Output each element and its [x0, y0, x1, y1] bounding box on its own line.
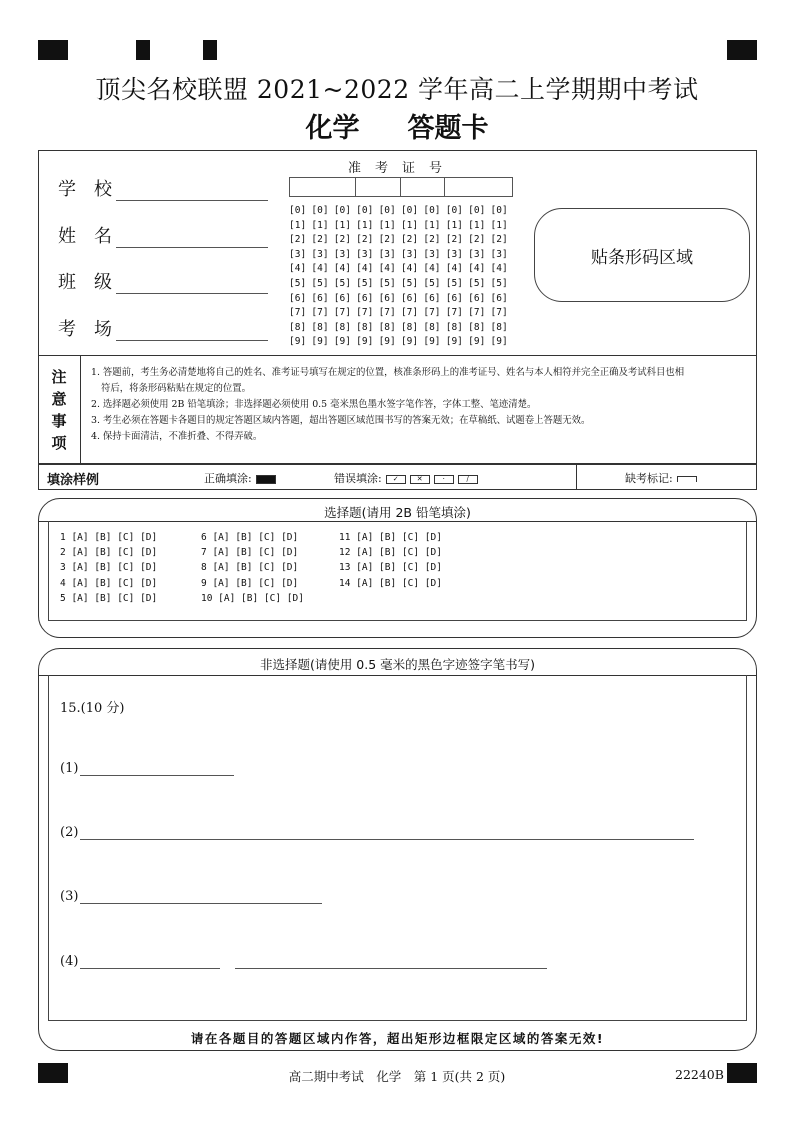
digit-row[interactable]	[289, 248, 513, 263]
digit-bubble[interactable]: [9]	[490, 336, 508, 348]
answer-2-line[interactable]	[80, 825, 694, 840]
answer-3-line[interactable]	[80, 889, 322, 904]
digit-bubble[interactable]: [3]	[333, 248, 351, 260]
digit-bubble[interactable]: [7]	[445, 307, 463, 319]
paper-code: 22240B	[675, 1067, 724, 1082]
digit-bubble[interactable]: [5]	[378, 277, 396, 289]
exam-number-bubbles[interactable]	[289, 204, 513, 350]
digit-bubble[interactable]: [1]	[378, 219, 396, 231]
mcq-item[interactable]: 12 [A] [B] [C] [D]	[339, 547, 442, 559]
notice-text: 1. 答题前，考生务必清楚地将自己的姓名、准考证号填写在规定的位置，核准条形码上的准考证号、姓名与本人相符并完全正确及考试科目也相 符后，将条形码粘贴在规定的位置。 2. 选择题必须使用 2B 铅笔填涂；非选择题必须使用 0.5 毫米黑色墨水签字笔作答，字体工整、笔迹清楚。 3. 考生必须在答题卡各题目的规定答题区域内答题，超出答题区域范围书写的答案无效；在草稿纸、试题卷上答题无效。 4. 保持卡面清洁，不准折叠、不得弄破。	[91, 367, 685, 442]
mcq-item[interactable]: 6 [A] [B] [C] [D]	[201, 532, 299, 543]
digit-bubble[interactable]: [2]	[333, 234, 351, 246]
subject-name: 化学	[305, 113, 360, 144]
digit-bubble[interactable]: [5]	[400, 277, 419, 289]
digit-bubble[interactable]: [0]	[468, 205, 486, 216]
answer-4: (4)	[60, 954, 547, 969]
digit-bubble[interactable]: [9]	[400, 336, 419, 348]
position-mark	[38, 40, 68, 60]
digit-bubble[interactable]: [4]	[468, 263, 486, 275]
digit-bubble[interactable]: [6]	[378, 292, 396, 304]
digit-bubble[interactable]: [0]	[423, 205, 441, 216]
digit-bubble[interactable]: [5]	[289, 277, 307, 289]
digit-bubble[interactable]: [0]	[400, 205, 419, 216]
digit-row[interactable]	[289, 292, 513, 307]
digit-bubble[interactable]: [4]	[356, 263, 374, 275]
digit-row[interactable]	[289, 219, 513, 234]
digit-bubble[interactable]: [1]	[423, 219, 441, 231]
digit-bubble[interactable]: [3]	[311, 248, 329, 260]
divider	[38, 355, 757, 356]
answer-3: (3)	[60, 889, 322, 904]
digit-bubble[interactable]: [9]	[468, 336, 486, 348]
digit-bubble[interactable]: [7]	[378, 307, 396, 319]
digit-bubble[interactable]: [6]	[333, 292, 351, 304]
digit-bubble[interactable]: [1]	[400, 219, 419, 231]
answer-area[interactable]	[48, 675, 747, 1021]
exam-number-boxes[interactable]	[289, 177, 513, 197]
digit-bubble[interactable]: [2]	[400, 234, 419, 246]
mcq-column-3[interactable]	[339, 530, 442, 591]
correct-fill-mark	[256, 475, 276, 484]
barcode-area: 贴条形码区域	[534, 208, 750, 302]
digit-bubble[interactable]: [6]	[468, 292, 486, 304]
digit-bubble[interactable]: [7]	[468, 307, 486, 319]
digit-bubble[interactable]: [7]	[490, 307, 508, 319]
digit-bubble[interactable]: [0]	[490, 205, 508, 216]
card-name: 答题卡	[407, 113, 489, 144]
digit-bubble[interactable]: [7]	[356, 307, 374, 319]
digit-row[interactable]	[289, 204, 513, 219]
digit-bubble[interactable]: [3]	[400, 248, 419, 260]
digit-bubble[interactable]: [1]	[356, 219, 374, 231]
digit-row[interactable]	[289, 306, 513, 321]
mcq-item[interactable]: 4 [A] [B] [C] [D]	[60, 577, 158, 589]
digit-bubble[interactable]: [0]	[356, 205, 374, 216]
wrong-fill-label: 错误填涂: ✓ ✕ · /	[334, 470, 478, 486]
digit-bubble[interactable]: [3]	[289, 248, 307, 260]
digit-bubble[interactable]: [5]	[311, 277, 329, 289]
digit-bubble[interactable]: [6]	[400, 292, 419, 304]
digit-bubble[interactable]: [2]	[311, 234, 329, 246]
digit-bubble[interactable]: [0]	[445, 205, 463, 216]
digit-bubble[interactable]: [3]	[490, 248, 508, 260]
digit-bubble[interactable]: [7]	[423, 307, 441, 319]
digit-bubble[interactable]: [4]	[423, 263, 441, 275]
name-field: 姓名	[58, 222, 268, 248]
digit-bubble[interactable]: [8]	[445, 321, 463, 333]
digit-bubble[interactable]: [0]	[333, 205, 351, 216]
digit-row[interactable]	[289, 335, 513, 350]
card-title	[0, 106, 794, 145]
digit-bubble[interactable]: [6]	[311, 292, 329, 304]
school-field: 学校	[58, 175, 268, 201]
fill-example-row: 填涂样例 正确填涂: 错误填涂: ✓ ✕ · / 缺考标记:	[38, 464, 757, 490]
digit-bubble[interactable]: [3]	[378, 248, 396, 260]
digit-bubble[interactable]: [8]	[378, 321, 396, 333]
digit-bubble[interactable]: [8]	[400, 321, 419, 333]
mcq-column-2[interactable]	[201, 530, 304, 606]
digit-bubble[interactable]: [1]	[490, 219, 508, 231]
digit-row[interactable]	[289, 233, 513, 248]
absent-mark-box[interactable]	[677, 476, 697, 482]
digit-row[interactable]	[289, 321, 513, 336]
answer-1: (1)	[60, 761, 234, 776]
digit-bubble[interactable]: [8]	[311, 321, 329, 333]
digit-bubble[interactable]: [8]	[356, 321, 374, 333]
absent-mark-label: 缺考标记:	[625, 470, 697, 486]
position-mark	[727, 40, 757, 60]
digit-bubble[interactable]: [1]	[333, 219, 351, 231]
digit-bubble[interactable]: [2]	[445, 234, 463, 246]
digit-bubble[interactable]: [1]	[445, 219, 463, 231]
digit-bubble[interactable]: [9]	[378, 336, 396, 348]
nonmcq-title: 非选择题(请使用 0.5 毫米的黑色字迹签字笔书写)	[259, 657, 536, 672]
digit-bubble[interactable]: [1]	[289, 219, 307, 231]
notice-heading: 注 意 事 项	[51, 368, 67, 452]
digit-bubble[interactable]: [6]	[423, 292, 441, 304]
digit-bubble[interactable]: [3]	[445, 248, 463, 260]
digit-bubble[interactable]: [7]	[311, 307, 329, 319]
digit-bubble[interactable]: [8]	[490, 321, 508, 333]
digit-bubble[interactable]: [7]	[333, 307, 351, 319]
digit-bubble[interactable]: [3]	[468, 248, 486, 260]
digit-bubble[interactable]: [2]	[423, 234, 441, 246]
mcq-item[interactable]: 2 [A] [B] [C] [D]	[60, 547, 158, 559]
venue-input[interactable]	[116, 322, 268, 341]
digit-bubble[interactable]: [9]	[356, 336, 374, 348]
digit-bubble[interactable]: [9]	[445, 336, 463, 348]
answer-4-line-b[interactable]	[235, 954, 547, 969]
digit-bubble[interactable]: [0]	[289, 205, 307, 216]
digit-bubble[interactable]: [2]	[289, 234, 307, 246]
digit-bubble[interactable]: [9]	[289, 336, 307, 348]
mcq-item[interactable]: 5 [A] [B] [C] [D]	[60, 592, 158, 604]
mcq-item[interactable]: 9 [A] [B] [C] [D]	[201, 577, 299, 589]
digit-bubble[interactable]: [6]	[356, 292, 374, 304]
digit-bubble[interactable]: [8]	[289, 321, 307, 333]
exam-title: 顶尖名校联盟 2021~2022 学年高二上学期期中考试	[95, 75, 699, 104]
digit-bubble[interactable]: [4]	[289, 263, 307, 275]
digit-bubble[interactable]: [4]	[445, 263, 463, 275]
digit-bubble[interactable]: [6]	[445, 292, 463, 304]
answer-2: (2)	[60, 825, 694, 840]
nonmcq-section	[38, 648, 757, 1051]
question-15-label: 15.(10 分)	[60, 701, 125, 716]
digit-bubble[interactable]: [8]	[468, 321, 486, 333]
answer-area-warning: 请在各题目的答题区域内作答，超出矩形边框限定区域的答案无效!	[190, 1031, 605, 1046]
correct-fill-label: 正确填涂:	[204, 470, 276, 486]
digit-bubble[interactable]: [0]	[311, 205, 329, 216]
digit-bubble[interactable]: [2]	[490, 234, 508, 246]
digit-bubble[interactable]: [4]	[378, 263, 396, 275]
digit-bubble[interactable]: [9]	[423, 336, 441, 348]
digit-bubble[interactable]: [3]	[423, 248, 441, 260]
digit-bubble[interactable]: [5]	[333, 277, 351, 289]
digit-row[interactable]	[289, 262, 513, 277]
mcq-item[interactable]: 3 [A] [B] [C] [D]	[60, 562, 158, 574]
digit-bubble[interactable]: [5]	[468, 277, 486, 289]
digit-bubble[interactable]: [5]	[356, 277, 374, 289]
digit-bubble[interactable]: [2]	[468, 234, 486, 246]
school-input[interactable]	[116, 182, 268, 201]
mcq-item[interactable]: 11 [A] [B] [C] [D]	[339, 532, 442, 543]
mcq-title: 选择题(请用 2B 铅笔填涂)	[324, 505, 471, 520]
mcq-item[interactable]: 14 [A] [B] [C] [D]	[339, 577, 442, 589]
digit-bubble[interactable]: [8]	[423, 321, 441, 333]
mcq-column-1[interactable]	[60, 530, 157, 606]
mcq-item[interactable]: 1 [A] [B] [C] [D]	[60, 532, 158, 543]
mcq-item[interactable]: 13 [A] [B] [C] [D]	[339, 562, 442, 574]
digit-bubble[interactable]: [2]	[378, 234, 396, 246]
digit-bubble[interactable]: [4]	[490, 263, 508, 275]
page-footer: 高二期中考试 化学 第 1 页(共 2 页)	[288, 1069, 506, 1084]
digit-bubble[interactable]: [0]	[378, 205, 396, 216]
divider	[80, 356, 81, 464]
digit-bubble[interactable]: [7]	[289, 307, 307, 319]
position-mark	[136, 40, 150, 60]
digit-bubble[interactable]: [8]	[333, 321, 351, 333]
class-input[interactable]	[116, 275, 268, 294]
digit-bubble[interactable]: [4]	[311, 263, 329, 275]
mcq-section	[38, 498, 757, 638]
digit-bubble[interactable]: [7]	[400, 307, 419, 319]
digit-bubble[interactable]: [9]	[311, 336, 329, 348]
digit-bubble[interactable]: [1]	[311, 219, 329, 231]
mcq-item[interactable]: 10 [A] [B] [C] [D]	[201, 592, 304, 604]
mcq-item[interactable]: 8 [A] [B] [C] [D]	[201, 562, 299, 574]
answer-1-line[interactable]	[80, 761, 234, 776]
digit-bubble[interactable]: [1]	[468, 219, 486, 231]
position-mark	[203, 40, 217, 60]
digit-bubble[interactable]: [4]	[400, 263, 419, 275]
digit-bubble[interactable]: [9]	[333, 336, 351, 348]
class-field: 班级	[58, 268, 268, 294]
answer-4-line-a[interactable]	[80, 954, 220, 969]
digit-bubble[interactable]: [6]	[490, 292, 508, 304]
digit-bubble[interactable]: [6]	[289, 292, 307, 304]
digit-bubble[interactable]: [2]	[356, 234, 374, 246]
mcq-item[interactable]: 7 [A] [B] [C] [D]	[201, 547, 299, 559]
digit-bubble[interactable]: [5]	[445, 277, 463, 289]
digit-bubble[interactable]: [5]	[490, 277, 508, 289]
digit-bubble[interactable]: [4]	[333, 263, 351, 275]
name-input[interactable]	[116, 229, 268, 248]
exam-number-title: 准考证号	[347, 161, 456, 176]
venue-field: 考场	[58, 315, 268, 341]
digit-row[interactable]	[289, 277, 513, 292]
digit-bubble[interactable]: [3]	[356, 248, 374, 260]
digit-bubble[interactable]: [5]	[423, 277, 441, 289]
